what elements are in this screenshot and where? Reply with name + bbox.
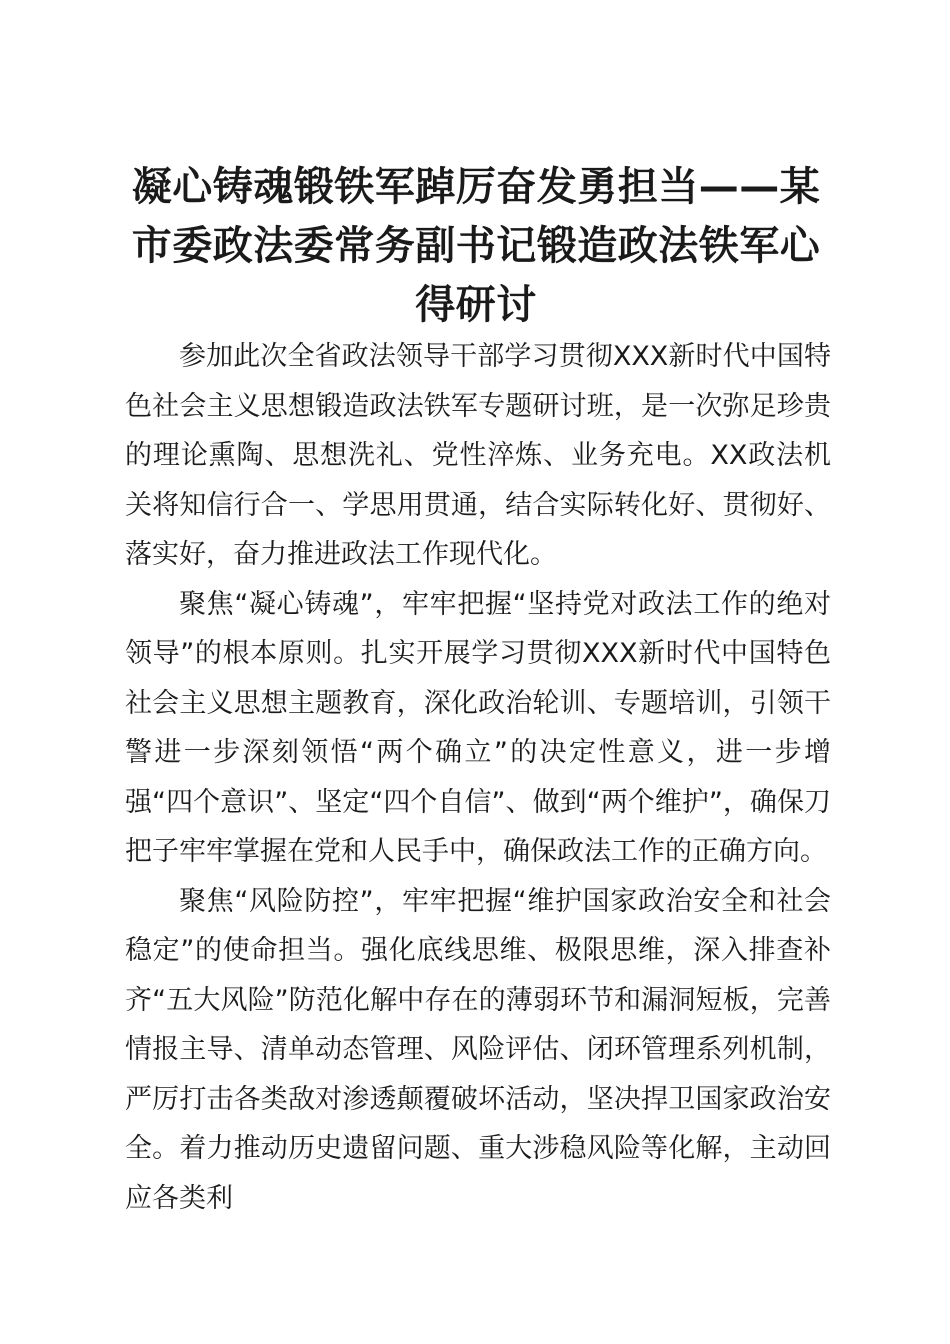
document-title: 凝心铸魂锻铁军踔厉奋发勇担当——某市委政法委常务副书记锻造政法铁军心得研讨: [131, 164, 821, 328]
paragraph-intro: 参加此次全省政法领导干部学习贯彻XXX新时代中国特色社会主义思想锻造政法铁军专题研讨班，是一次弥足珍贵的理论熏陶、思想洗礼、党性淬炼、业务充电。XX政法机关将知信行合一、学思用贯通，结合实际转化好、贯彻好、落实好，奋力推进政法工作现代化。: [125, 341, 831, 570]
paragraph-focus-risk: 聚焦“风险防控”，牢牢把握“维护国家政治安全和社会稳定”的使命担当。强化底线思维、极限思维，深入排查补齐“五大风险”防范化解中存在的薄弱环节和漏洞短板，完善情报主导、清单动态管理、风险评估、闭环管理系列机制，严厉打击各类敌对渗透颠覆破坏活动，坚决捍卫国家政治安全。着力推动历史遗留问题、重大涉稳风险等化解，主动回应各类利: [125, 885, 831, 1214]
document-body: [125, 332, 831, 1223]
paragraph-focus-soul: 聚焦“凝心铸魂”，牢牢把握“坚持党对政法工作的绝对领导”的根本原则。扎实开展学习贯彻XXX新时代中国特色社会主义思想主题教育，深化政治轮训、专题培训，引领干警进一步深刻领悟“两个确立”的决定性意义，进一步增强“四个意识”、坚定“四个自信”、做到“两个维护”，确保刀把子牢牢掌握在党和人民手中，确保政法工作的正确方向。: [125, 588, 831, 867]
